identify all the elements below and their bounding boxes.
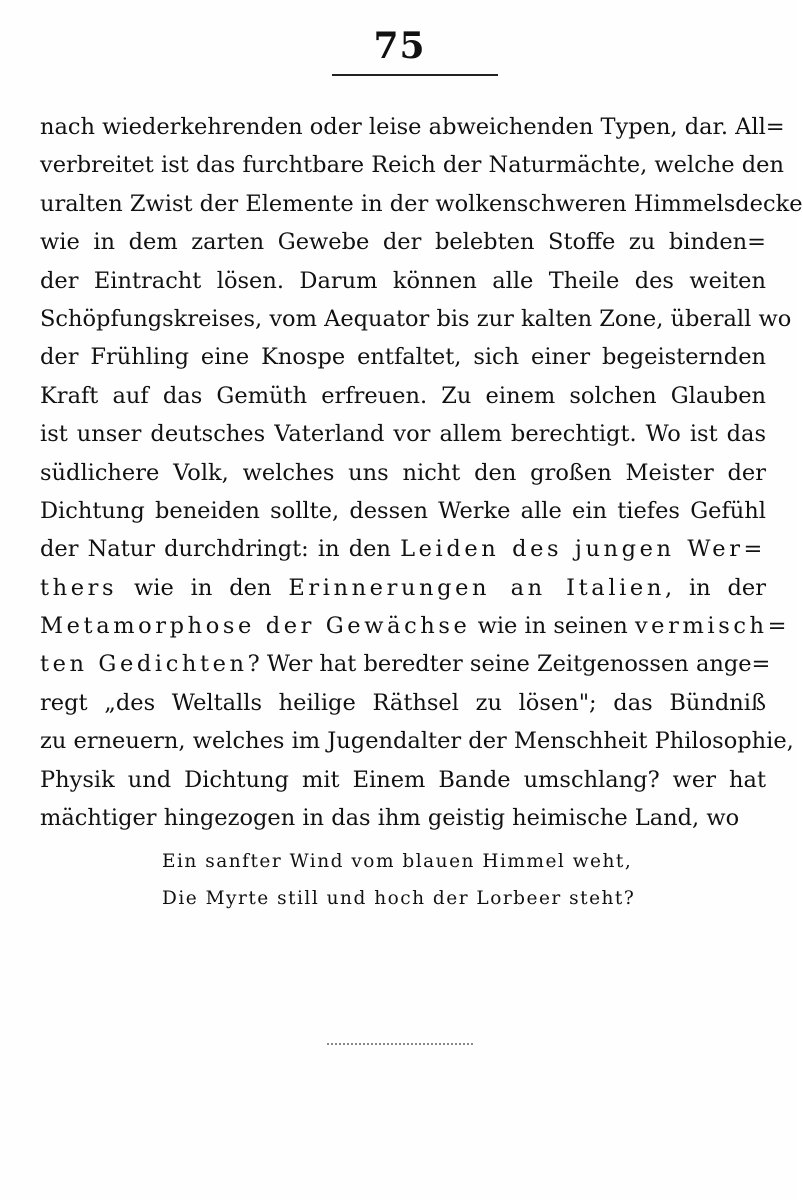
- page-number: 75: [373, 25, 426, 67]
- work-title-metamorphose: Metamorphose der Gewächse: [40, 613, 471, 640]
- text-line: verbreitet ist das furchtbare Reich der Naturmächte, welche den: [40, 152, 784, 179]
- work-title-leiden-end: thers: [40, 574, 118, 601]
- text-line: Physik und Dichtung mit Einem Bande umschlang? wer hat: [40, 766, 766, 793]
- text-line: ist unser deutsches Vaterland vor allem berechtigt. Wo ist das: [40, 421, 766, 448]
- text-line: Schöpfungskreises, vom Aequator bis zur kalten Zone, überall wo: [40, 305, 792, 332]
- text-segment: ? Wer hat beredter seine Zeitgenossen ange=: [247, 651, 771, 678]
- text-segment: der Natur durchdringt: in den: [40, 536, 401, 563]
- text-line: [40, 645, 771, 683]
- text-segment: wie in den: [117, 574, 289, 601]
- header-rule: [332, 74, 498, 76]
- verse-line: Ein sanfter Wind vom blauen Himmel weht,: [162, 851, 633, 872]
- text-segment: wie in seinen: [470, 613, 635, 640]
- text-line: wie in dem zarten Gewebe der belebten Stoffe zu binden=: [40, 229, 766, 256]
- text-line: der Frühling eine Knospe entfaltet, sich einer begeisternden: [40, 344, 766, 371]
- work-title-leiden: Leiden des jungen Wer=: [400, 536, 767, 563]
- text-line: Kraft auf das Gemüth erfreuen. Zu einem solchen Glauben: [40, 382, 766, 409]
- text-line: Dichtung beneiden sollte, dessen Werke alle ein tiefes Gefühl: [40, 497, 766, 524]
- footer-rule: [327, 1043, 473, 1046]
- verse-quote: [162, 843, 682, 917]
- text-line: [40, 530, 766, 568]
- text-line: zu erneuern, welches im Jugendalter der Menschheit Philosophie,: [40, 728, 794, 755]
- text-line: nach wiederkehrenden oder leise abweichenden Typen, dar. All=: [40, 114, 785, 140]
- body-paragraph: [40, 108, 803, 837]
- text-line: der Eintracht lösen. Darum können alle Theile des weiten: [40, 267, 766, 294]
- text-line: südlichere Volk, welches uns nicht den großen Meister der: [40, 459, 766, 486]
- text-line: uralten Zwist der Elemente in der wolkenschweren Himmelsdecke: [40, 190, 803, 217]
- text-segment: , in der: [664, 574, 766, 601]
- text-line: [40, 607, 791, 645]
- text-line: regt „des Weltalls heilige Räthsel zu lösen"; das Bündniß: [40, 689, 766, 716]
- work-title-gedichte-end: ten Gedichten: [40, 651, 248, 678]
- text-line: [40, 569, 766, 607]
- text-line: mächtiger hingezogen in das ihm geistig heimische Land, wo: [40, 805, 740, 832]
- work-title-erinnerungen: Erinnerungen an Italien: [288, 574, 665, 601]
- work-title-gedichte: vermisch=: [634, 613, 791, 640]
- verse-line: Die Myrte still und hoch der Lorbeer steht?: [162, 888, 636, 909]
